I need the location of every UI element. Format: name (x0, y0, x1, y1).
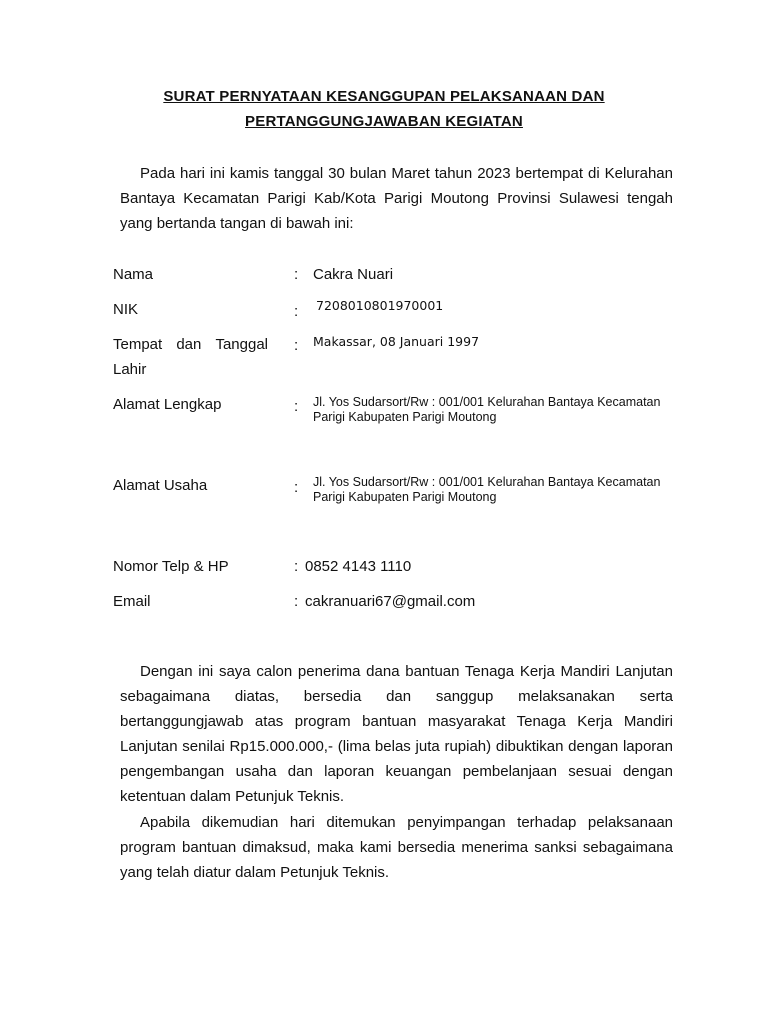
field-label-telp: Nomor Telp & HP (113, 558, 229, 575)
field-value-alamat-usaha-line2: Parigi Kabupaten Parigi Moutong (313, 490, 497, 504)
field-value-alamat-lengkap (313, 395, 703, 425)
field-colon-ttl: : (294, 337, 299, 354)
body-paragraph-1 (120, 659, 673, 809)
body-paragraph-2-text: Apabila dikemudian hari ditemukan penyimpangan terhadap pelaksanaan program bantuan dimaksud, maka kami bersedia menerima sanksi sebagaimana yang telah diatur dalam Petunjuk Teknis. (120, 814, 673, 881)
intro-paragraph (120, 161, 673, 236)
field-colon-nik: : (294, 303, 299, 320)
field-value-alamat-lengkap-line2: Parigi Kabupaten Parigi Moutong (313, 410, 497, 424)
field-label-nama: Nama (113, 266, 154, 283)
field-value-nama: Cakra Nuari (313, 266, 394, 283)
field-label-nik: NIK (113, 301, 139, 318)
intro-text: Pada hari ini kamis tanggal 30 bulan Maret tahun 2023 bertempat di Kelurahan Bantaya Kecamatan Parigi Kab/Kota Parigi Moutong Provinsi Sulawesi tengah yang bertanda tangan di bawah ini: (120, 165, 673, 232)
body-paragraph-1-text: Dengan ini saya calon penerima dana bantuan Tenaga Kerja Mandiri Lanjutan sebagaimana diatas, bersedia dan sanggup melaksanakan serta bertanggungjawab atas program bantuan masyarakat Tenaga Kerja Mandiri Lanjutan senilai Rp15.000.000,- (lima belas juta rupiah) dibuktikan dengan laporan pengembangan usaha dan laporan keuangan pembelanjaan sesuai dengan ketentuan dalam Petunjuk Teknis. (120, 663, 673, 805)
field-label-ttl (113, 332, 268, 382)
field-value-nik: 7208010801970001 (316, 298, 444, 313)
field-value-alamat-usaha (313, 475, 703, 505)
field-value-ttl: Makassar, 08 Januari 1997 (313, 334, 480, 349)
field-value-alamat-lengkap-line1: Jl. Yos Sudarsort/Rw : 001/001 Kelurahan Bantaya Kecamatan (313, 395, 661, 409)
field-label-ttl-line2: Lahir (113, 361, 147, 378)
document-title-line2: PERTANGGUNGJAWABAN KEGIATAN (245, 113, 523, 130)
field-colon-telp: : (294, 558, 299, 575)
field-label-ttl-word3: Tanggal (215, 336, 268, 353)
field-colon-email: : (294, 593, 299, 610)
field-label-email: Email (113, 593, 151, 610)
field-value-telp: 0852 4143 1110 (305, 558, 412, 575)
field-value-email: cakranuari67@gmail.com (305, 593, 476, 610)
field-label-alamat-lengkap: Alamat Lengkap (113, 396, 222, 413)
body-paragraph-2 (120, 810, 673, 885)
field-colon-nama: : (294, 266, 299, 283)
field-label-alamat-usaha: Alamat Usaha (113, 477, 208, 494)
field-value-alamat-usaha-line1: Jl. Yos Sudarsort/Rw : 001/001 Kelurahan Bantaya Kecamatan (313, 475, 661, 489)
field-label-ttl-word1: Tempat (113, 336, 163, 353)
field-label-ttl-word2: dan (176, 336, 202, 353)
document-title-line1: SURAT PERNYATAAN KESANGGUPAN PELAKSANAAN DAN (163, 88, 605, 105)
field-colon-alamat-lengkap: : (294, 398, 299, 415)
field-colon-alamat-usaha: : (294, 479, 299, 496)
